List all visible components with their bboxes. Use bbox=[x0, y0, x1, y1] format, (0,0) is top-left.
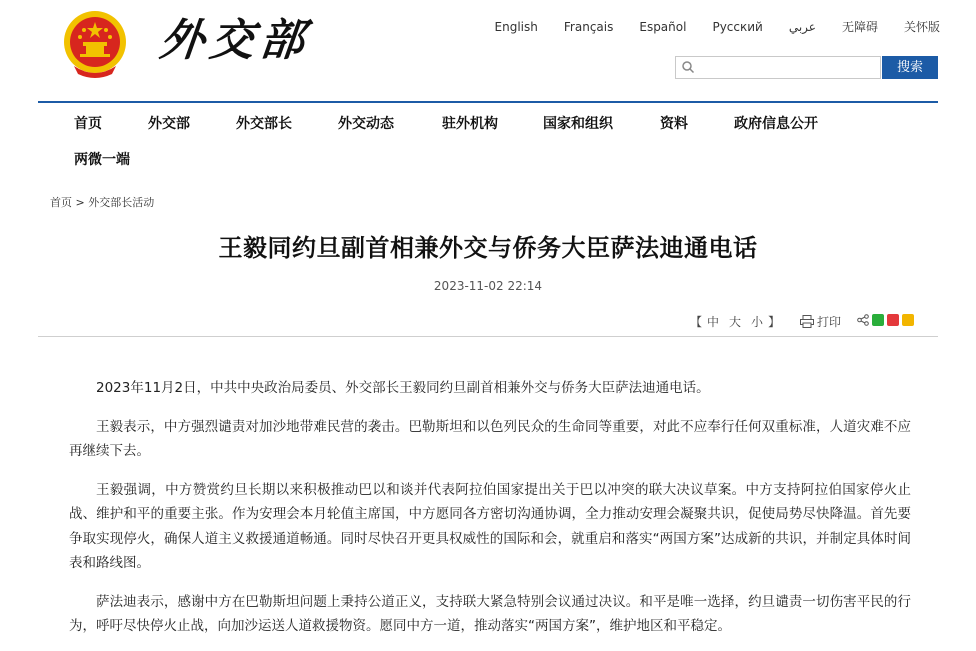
breadcrumb-current[interactable]: 外交部长活动 bbox=[88, 196, 155, 209]
nav-item-gov-info[interactable]: 政府信息公开 bbox=[734, 116, 818, 132]
bracket-close: 】 bbox=[768, 315, 781, 329]
font-size-small[interactable]: 小 bbox=[751, 315, 764, 329]
weibo-icon[interactable] bbox=[887, 314, 899, 326]
article-paragraph: 2023年11月2日，中共中央政治局委员、外交部长王毅同约旦副首相兼外交与侨务大臣萨法迪通电话。 bbox=[96, 380, 710, 396]
print-button[interactable] bbox=[800, 313, 841, 330]
nav-item-missions[interactable]: 驻外机构 bbox=[442, 116, 498, 132]
language-links bbox=[469, 19, 940, 35]
article-paragraph: 萨法迪表示，感谢中方在巴勒斯坦问题上秉持公道正义，支持联大紧急特别会议通过决议。和平是唯一选择，约旦谴责一切伤害平民的行为，呼吁尽快停火止战，向加沙运送人道救援物资。愿同中方一道，推动落实“两国方案”，维护地区和平稳定。 bbox=[69, 593, 911, 634]
elder-care-link[interactable]: 关怀版 bbox=[903, 20, 940, 34]
nav-item-social[interactable]: 两微一端 bbox=[74, 152, 130, 168]
article-paragraph: 王毅强调，中方赞赏约旦长期以来积极推动巴以和谈并代表阿拉伯国家提出关于巴以冲突的联大决议草案。中方支持阿拉伯国家停火止战、维护和平的重要主张。作为安理会本月轮值主席国，中方愿同各方密切沟通协调，全力推动安理会凝聚共识，促使局势尽快降温。首先要争取实现停火，确保人道主义救援通道畅通。同时尽快召开更具权威性的国际和会，就重启和落实“两国方案”达成新的共识，并制定具体时间表和路线图。 bbox=[69, 481, 911, 571]
breadcrumb-separator: > bbox=[75, 196, 85, 209]
printer-icon bbox=[800, 315, 814, 328]
accessibility-link[interactable]: 无障碍 bbox=[841, 20, 878, 34]
article-divider bbox=[38, 336, 938, 337]
font-size-large[interactable]: 中 bbox=[707, 315, 720, 329]
breadcrumb-home[interactable]: 首页 bbox=[50, 196, 72, 209]
national-emblem-icon[interactable] bbox=[62, 8, 128, 80]
share-icon[interactable] bbox=[857, 314, 869, 326]
bracket-open: 【 bbox=[690, 315, 703, 329]
nav-item-home[interactable]: 首页 bbox=[74, 116, 102, 132]
breadcrumb bbox=[50, 194, 154, 210]
nav-item-ministry[interactable]: 外交部 bbox=[148, 116, 190, 132]
nav-item-news[interactable]: 外交动态 bbox=[338, 116, 394, 132]
nav-item-minister[interactable]: 外交部长 bbox=[236, 116, 292, 132]
nav-divider bbox=[38, 101, 938, 103]
article-body bbox=[69, 376, 911, 651]
lang-spanish[interactable]: Español bbox=[639, 20, 687, 34]
qzone-icon[interactable] bbox=[902, 314, 914, 326]
search-input[interactable] bbox=[698, 58, 878, 77]
search-button[interactable]: 搜索 bbox=[882, 56, 938, 79]
wechat-icon[interactable] bbox=[872, 314, 884, 326]
lang-english[interactable]: English bbox=[494, 20, 538, 34]
article-paragraph: 王毅表示，中方强烈谴责对加沙地带难民营的袭击。巴勒斯坦和以色列民众的生命同等重要，对此不应奉行任何双重标准，人道灾难不应再继续下去。 bbox=[69, 418, 911, 459]
site-logo-text[interactable]: 外交部 bbox=[157, 15, 313, 66]
font-size-medium[interactable]: 大 bbox=[729, 315, 742, 329]
lang-arabic[interactable]: عربي bbox=[788, 20, 816, 34]
lang-russian[interactable]: Русский bbox=[712, 20, 763, 34]
article-title: 王毅同约旦副首相兼外交与侨务大臣萨法迪通电话 bbox=[218, 234, 758, 262]
nav-item-countries[interactable]: 国家和组织 bbox=[543, 116, 613, 132]
search-box bbox=[675, 56, 881, 79]
font-size-tools bbox=[690, 313, 780, 330]
lang-french[interactable]: Français bbox=[563, 20, 614, 34]
site-header bbox=[0, 0, 976, 100]
share-bar bbox=[857, 314, 914, 326]
search-icon bbox=[681, 60, 695, 74]
print-label: 打印 bbox=[817, 315, 842, 329]
nav-item-resources[interactable]: 资料 bbox=[660, 116, 688, 132]
article-date: 2023-11-02 22:14 bbox=[433, 279, 543, 293]
